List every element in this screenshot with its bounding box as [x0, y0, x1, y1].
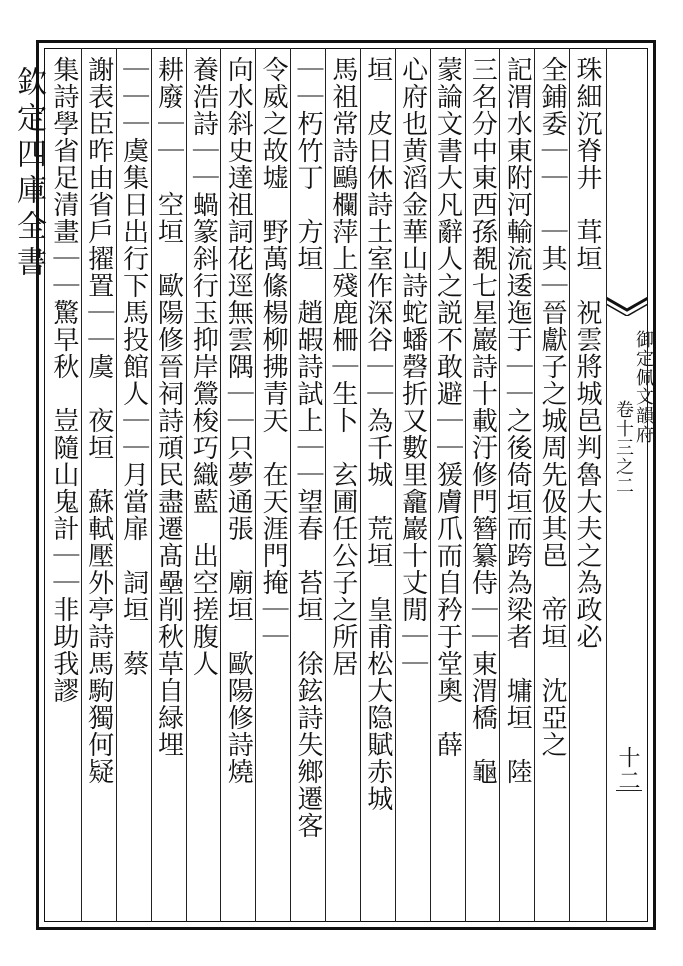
text-column: 全鋪委｜｜ ｜其｜晉獻子之城周先伋其邑 帝垣 沈亞之: [537, 56, 568, 758]
text-column: 垣 皮日休詩土室作深谷｜｜為千城 荒垣 皇甫松大隐賦赤城: [362, 56, 393, 812]
text-column: 馬祖常詩鷗欄萍上殘鹿柵｜生卜 玄圃任公子之所居: [327, 56, 358, 677]
juan-number: 卷十三之二: [613, 400, 634, 495]
column-rule: [395, 48, 396, 922]
column-rule: [569, 48, 570, 922]
text-column: 謝表臣昨由省戶擢置｜｜虞 夜垣 蘇軾壓外亭詩馬駒獨何疑: [83, 56, 114, 785]
text-column: 蒙論文書大凡辭人之説不敢避｜｜猨膚爪而自矜于堂奧 薛: [432, 56, 463, 758]
text-column: 三名分中東西孫覩七星巖詩十載汙修門簪纂侍｜｜東渭橋 龜: [467, 56, 498, 785]
text-column: 記渭水東附河輸流逶迤于｜｜之後倚垣而跨為梁者 墉垣 陸: [502, 56, 533, 785]
volume-title: 御定佩文韻府: [633, 330, 654, 444]
column-rule: [151, 48, 152, 922]
text-column: 向水斜史達祖詞花逕無雲隅｜｜只夢通張 廟垣 歐陽修詩燒: [223, 56, 254, 785]
column-rule: [220, 48, 221, 922]
fish-tail-mark-icon: [606, 296, 648, 316]
column-rule: [186, 48, 187, 922]
text-column: 養浩詩｜｜蝸篆斜行玉抑岸鶯梭巧織藍 出空搓腹人: [188, 56, 219, 677]
text-column: ｜｜朽竹丁 方垣 趙嘏詩試上｜｜望春 苔垣 徐鉉詩失鄉遷客: [293, 56, 323, 839]
folio-rule: [616, 790, 642, 791]
column-rule: [465, 48, 466, 922]
text-column: 集詩學省足清畫｜｜驚早秋 豈隨山鬼計｜｜非助我謬: [48, 56, 79, 704]
column-rule: [430, 48, 431, 922]
column-rule: [81, 48, 82, 922]
column-rule: [534, 48, 535, 922]
text-column: 耕廢｜｜ 空垣 歐陽修晉祠詩頑民盡遷髙壘削秋草自緑埋: [153, 56, 184, 758]
column-rule: [606, 48, 607, 922]
text-column: ｜｜｜虞集日出行下馬投館人｜｜月當扉 詞垣 蔡: [118, 56, 149, 677]
text-column: 令威之故墟 野萬絛楊柳拂青天 在天涯門掩｜｜: [258, 56, 289, 650]
column-rule: [360, 48, 361, 922]
text-column: 心府也黄滔金華山詩蛇蟠磬折又數里龕巖十丈閒｜｜: [397, 56, 428, 677]
folio-number: 十二: [615, 746, 640, 792]
book-title: 欽定四庫全書: [11, 66, 46, 282]
column-rule: [325, 48, 326, 922]
text-column: 珠細沉脊井 茸垣 祝雲將城邑判魯大夫之為政必: [572, 56, 602, 650]
column-rule: [116, 48, 117, 922]
column-rule: [499, 48, 500, 922]
column-rule: [290, 48, 291, 922]
column-rule: [255, 48, 256, 922]
